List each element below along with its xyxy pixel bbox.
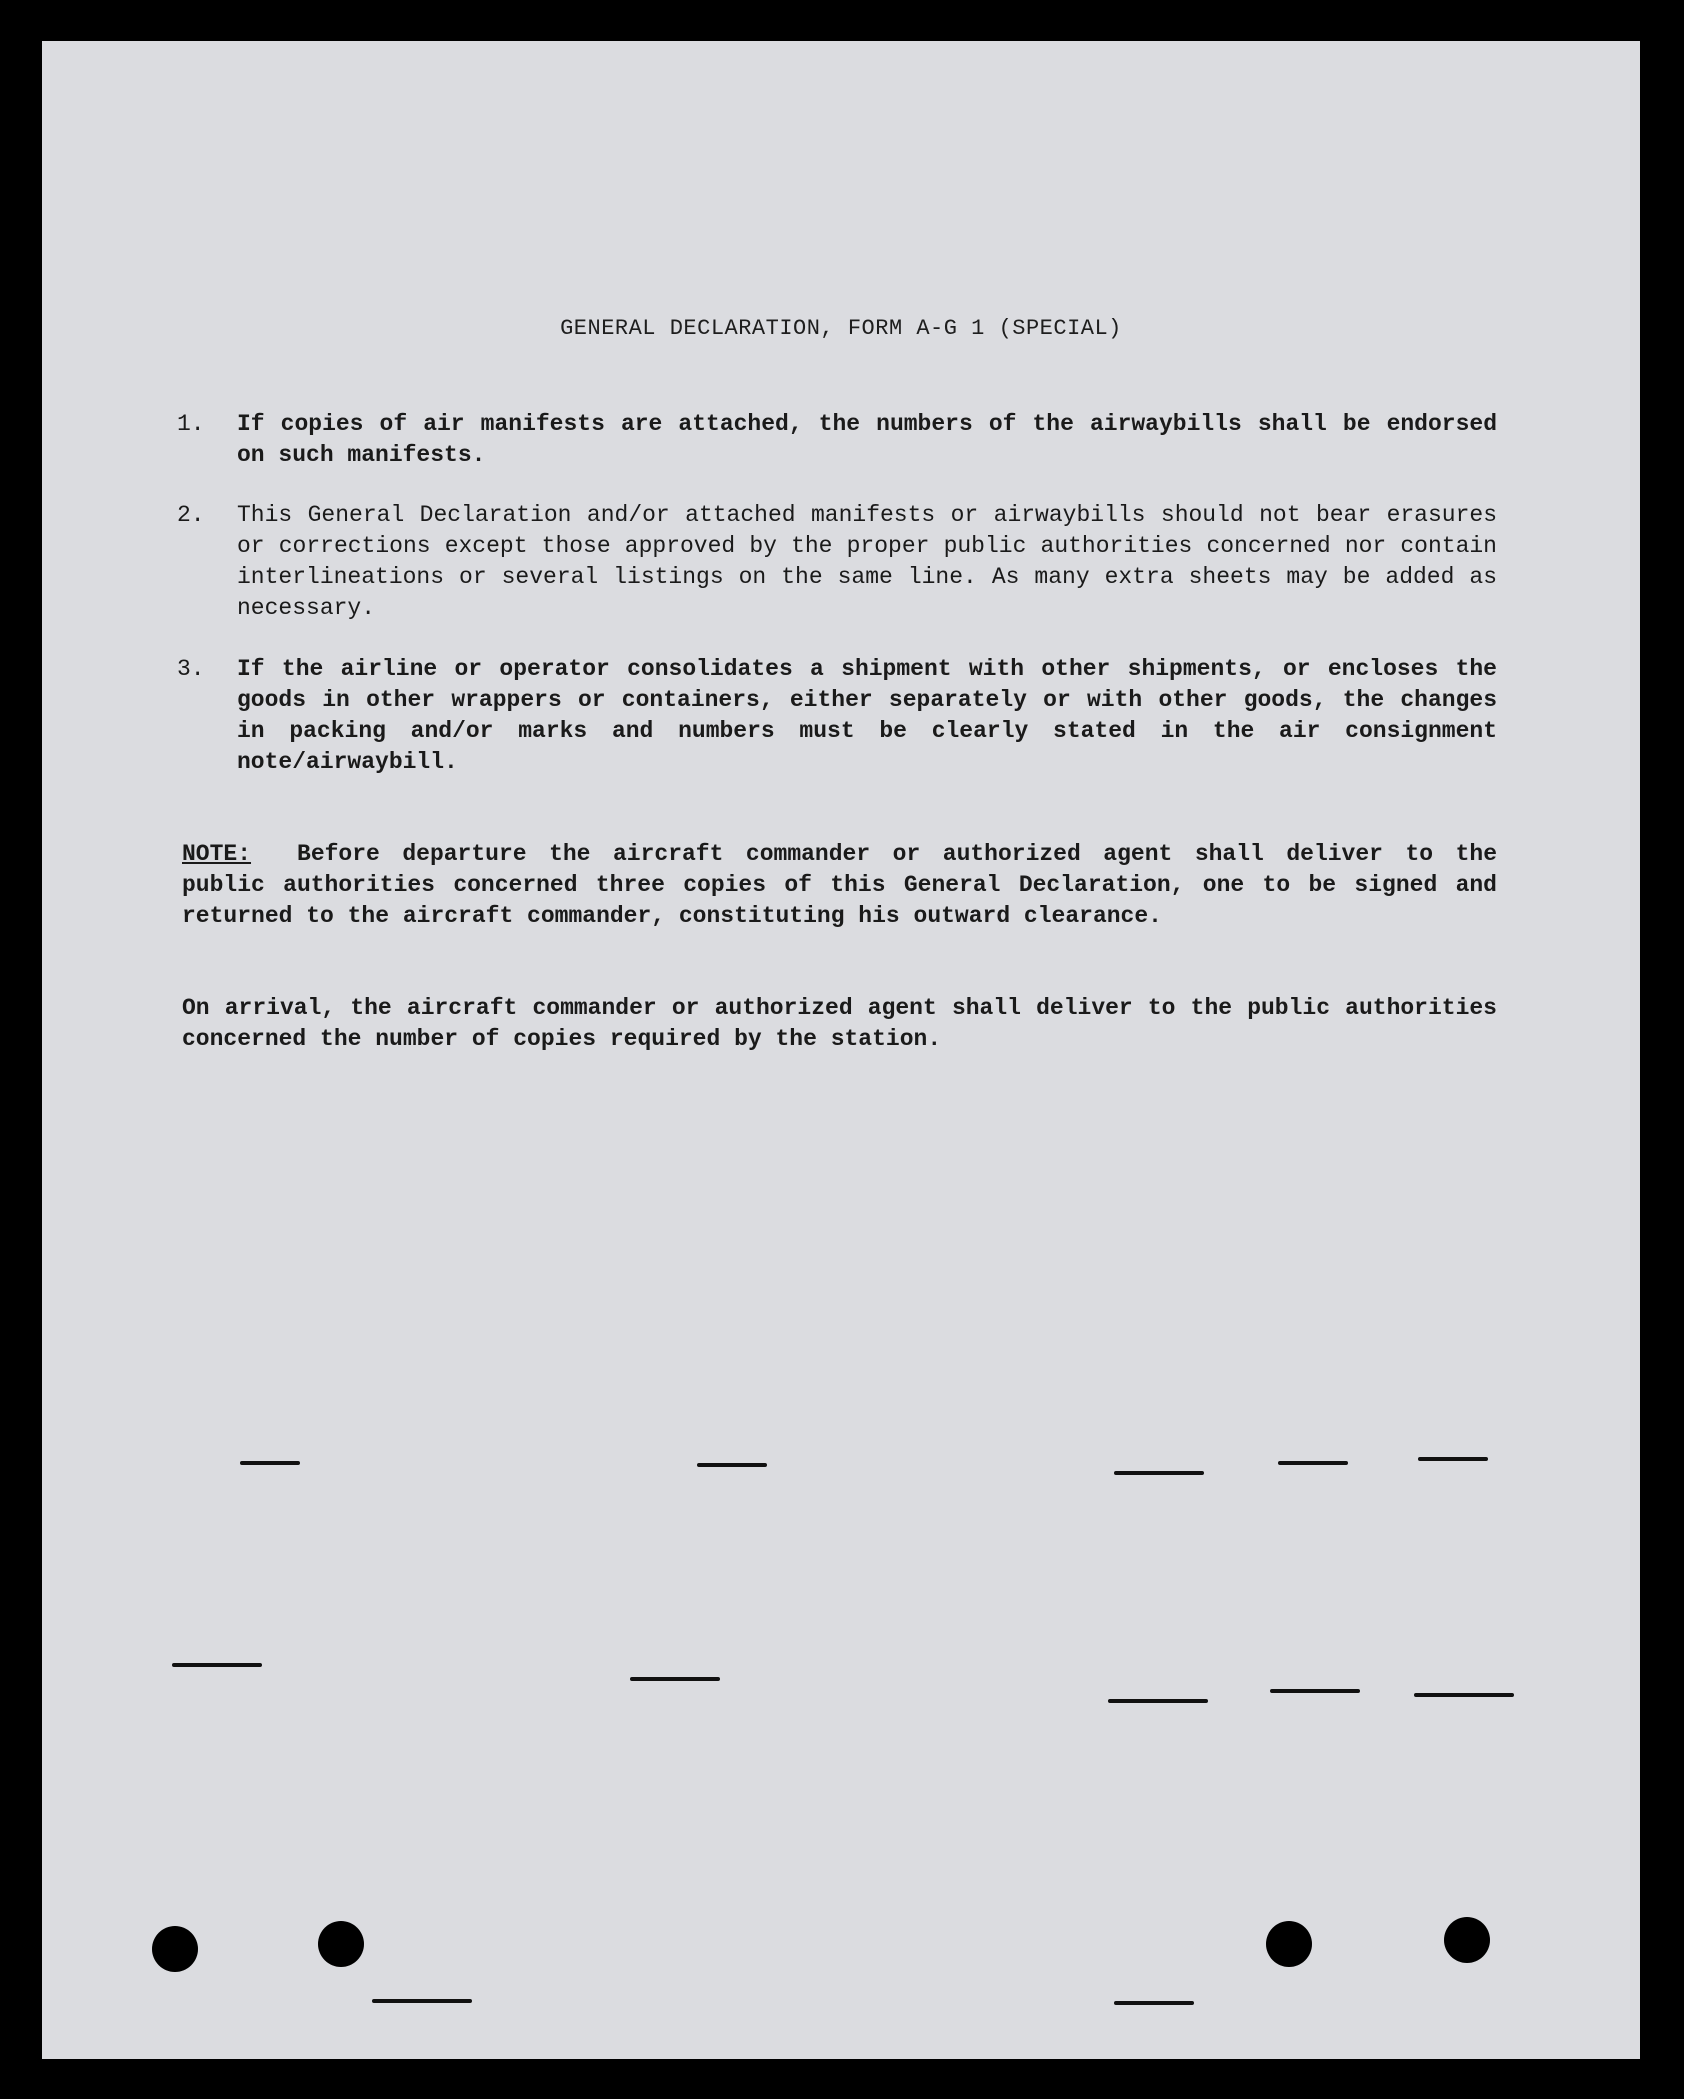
note-paragraph [182, 839, 1497, 932]
document-page [42, 41, 1640, 2059]
punch-hole [318, 1921, 364, 1967]
scan-speck [240, 1461, 300, 1465]
list-item-1 [177, 409, 1497, 471]
punch-hole [1444, 1917, 1490, 1963]
list-item-2 [177, 500, 1497, 624]
scan-speck [1114, 2001, 1194, 2005]
item-text: If copies of air manifests are attached, the numbers of the airwaybills shall be endorsed on such manifests. [237, 411, 1497, 468]
item-number: 3. [177, 656, 205, 682]
scan-speck [630, 1677, 720, 1681]
scan-speck [1418, 1457, 1488, 1461]
scan-speck [1114, 1471, 1204, 1475]
scan-speck [372, 1999, 472, 2003]
scan-speck [1414, 1693, 1514, 1697]
scan-speck [697, 1463, 767, 1467]
punch-hole [152, 1926, 198, 1972]
list-item-3 [177, 654, 1497, 778]
scan-speck [1108, 1699, 1208, 1703]
scan-speck [1278, 1461, 1348, 1465]
item-text: If the airline or operator consolidates a shipment with other shipments, or encloses the goods in other wrappers or containers, either separately or with other goods, the changes in packing and/or marks and numbers must be clearly stated in the air consignment note/airwaybill. [237, 656, 1497, 775]
note-text: Before departure the aircraft commander or authorized agent shall deliver to the public authorities concerned three copies of this General Declaration, one to be signed and returned to the aircraft commander, constituting his outward clearance. [182, 841, 1497, 929]
note-label: NOTE: [182, 841, 252, 867]
item-number: 1. [177, 411, 205, 437]
scan-speck [172, 1663, 262, 1667]
item-text: This General Declaration and/or attached manifests or airwaybills should not bear erasures or corrections except those approved by the proper public authorities concerned nor contain interlineations or several listings on the same line. As many extra sheets may be added as necessary. [237, 502, 1497, 621]
arrival-paragraph: On arrival, the aircraft commander or authorized agent shall deliver to the public authorities concerned the number of copies required by the station. [182, 995, 1497, 1052]
scan-speck [1270, 1689, 1360, 1693]
document-title: GENERAL DECLARATION, FORM A-G 1 (SPECIAL) [560, 316, 1122, 341]
item-number: 2. [177, 502, 205, 528]
punch-hole [1266, 1921, 1312, 1967]
